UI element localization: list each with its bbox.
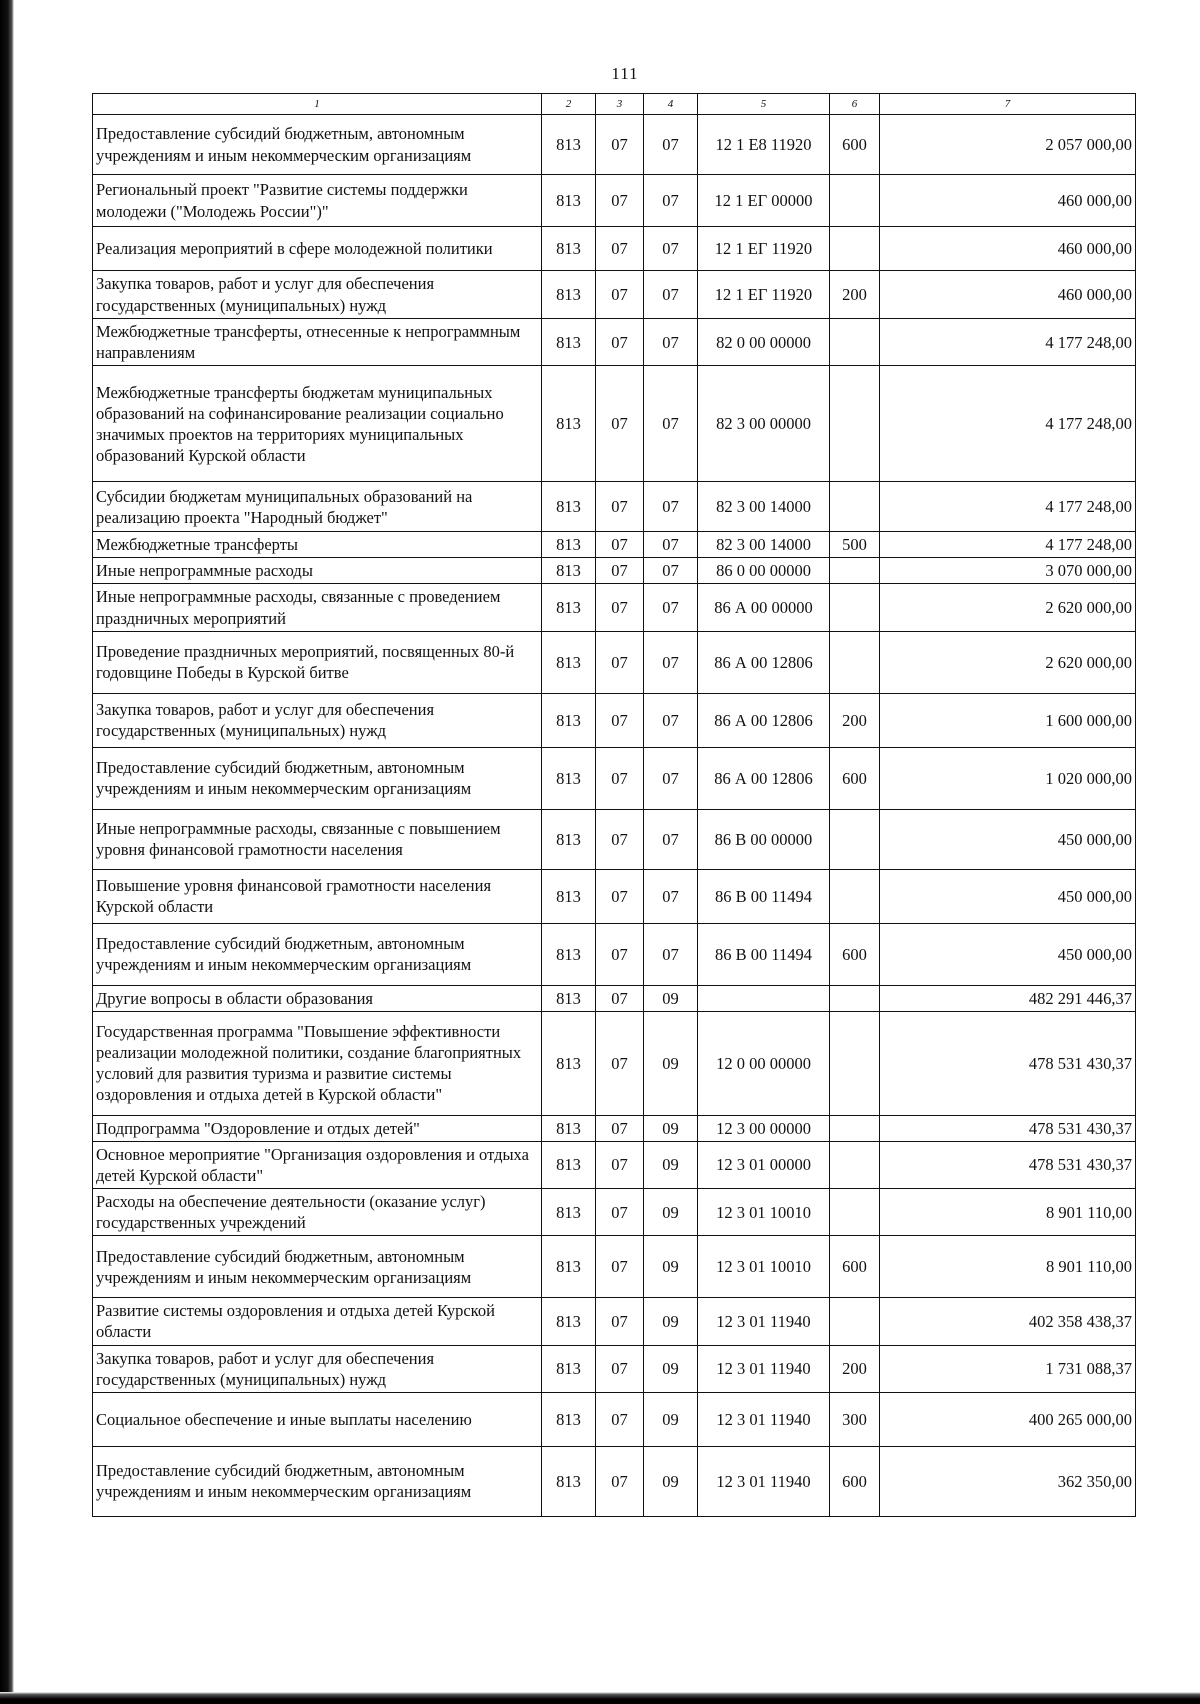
amount-cell: 1 731 088,37	[880, 1345, 1136, 1392]
section-code-cell: 07	[596, 1345, 644, 1392]
grbs-code-cell: 813	[542, 1115, 596, 1141]
grbs-code-cell: 813	[542, 558, 596, 584]
expense-type-cell	[830, 1298, 880, 1345]
expense-type-cell	[830, 631, 880, 693]
subsection-code-cell: 07	[644, 923, 698, 985]
amount-cell: 8 901 110,00	[880, 1236, 1136, 1298]
target-article-cell: 12 3 01 10010	[698, 1236, 830, 1298]
amount-cell: 460 000,00	[880, 175, 1136, 227]
section-code-cell: 07	[596, 271, 644, 319]
table-row	[93, 319, 1136, 366]
table-row	[93, 271, 1136, 319]
section-code-cell: 07	[596, 1446, 644, 1516]
target-article-cell: 12 3 01 00000	[698, 1141, 830, 1188]
subsection-code-cell: 07	[644, 271, 698, 319]
section-code-cell: 07	[596, 584, 644, 631]
subsection-code-cell: 07	[644, 869, 698, 923]
expense-type-cell: 600	[830, 747, 880, 809]
target-article-cell: 86 0 00 00000	[698, 558, 830, 584]
header-cell-3: 3	[596, 94, 644, 115]
header-cell-6: 6	[830, 94, 880, 115]
amount-cell: 362 350,00	[880, 1446, 1136, 1516]
table-row	[93, 1189, 1136, 1236]
expense-name-cell: Государственная программа "Повышение эффективности реализации молодежной политики, создание благоприятных условий для развития туризма и развитие системы оздоровления и отдыха детей в Курской области"	[93, 1011, 542, 1115]
expense-name-cell: Предоставление субсидий бюджетным, автономным учреждениям и иным некоммерческим организациям	[93, 115, 542, 175]
expense-name-cell: Закупка товаров, работ и услуг для обеспечения государственных (муниципальных) нужд	[93, 271, 542, 319]
amount-cell: 478 531 430,37	[880, 1115, 1136, 1141]
target-article-cell: 82 3 00 14000	[698, 482, 830, 532]
expense-type-cell	[830, 227, 880, 271]
expense-name-cell: Предоставление субсидий бюджетным, автономным учреждениям и иным некоммерческим организациям	[93, 747, 542, 809]
target-article-cell	[698, 985, 830, 1011]
table-row	[93, 693, 1136, 747]
section-code-cell: 07	[596, 482, 644, 532]
table-row	[93, 115, 1136, 175]
expense-type-cell	[830, 985, 880, 1011]
grbs-code-cell: 813	[542, 271, 596, 319]
subsection-code-cell: 09	[644, 1141, 698, 1188]
table-row	[93, 1115, 1136, 1141]
expense-type-cell: 200	[830, 1345, 880, 1392]
expense-name-cell: Предоставление субсидий бюджетным, автономным учреждениям и иным некоммерческим организациям	[93, 1446, 542, 1516]
subsection-code-cell: 07	[644, 558, 698, 584]
grbs-code-cell: 813	[542, 923, 596, 985]
subsection-code-cell: 09	[644, 985, 698, 1011]
expense-name-cell: Субсидии бюджетам муниципальных образований на реализацию проекта "Народный бюджет"	[93, 482, 542, 532]
section-code-cell: 07	[596, 1115, 644, 1141]
expense-type-cell: 500	[830, 532, 880, 558]
expense-name-cell: Межбюджетные трансферты	[93, 532, 542, 558]
table-row	[93, 1011, 1136, 1115]
subsection-code-cell: 09	[644, 1446, 698, 1516]
grbs-code-cell: 813	[542, 693, 596, 747]
expense-type-cell	[830, 1189, 880, 1236]
section-code-cell: 07	[596, 985, 644, 1011]
expense-type-cell: 200	[830, 693, 880, 747]
expense-type-cell	[830, 869, 880, 923]
subsection-code-cell: 09	[644, 1392, 698, 1446]
section-code-cell: 07	[596, 532, 644, 558]
table-row	[93, 869, 1136, 923]
scan-edge-bottom	[0, 1692, 1200, 1704]
budget-table	[92, 93, 1136, 1517]
expense-name-cell: Закупка товаров, работ и услуг для обеспечения государственных (муниципальных) нужд	[93, 693, 542, 747]
grbs-code-cell: 813	[542, 1392, 596, 1446]
grbs-code-cell: 813	[542, 869, 596, 923]
subsection-code-cell: 07	[644, 584, 698, 631]
grbs-code-cell: 813	[542, 584, 596, 631]
expense-type-cell	[830, 1115, 880, 1141]
table-row	[93, 985, 1136, 1011]
amount-cell: 4 177 248,00	[880, 532, 1136, 558]
amount-cell: 2 620 000,00	[880, 584, 1136, 631]
grbs-code-cell: 813	[542, 175, 596, 227]
section-code-cell: 07	[596, 319, 644, 366]
grbs-code-cell: 813	[542, 115, 596, 175]
expense-type-cell	[830, 366, 880, 482]
table-row	[93, 809, 1136, 869]
table-row	[93, 532, 1136, 558]
grbs-code-cell: 813	[542, 227, 596, 271]
expense-type-cell: 600	[830, 1446, 880, 1516]
section-code-cell: 07	[596, 227, 644, 271]
table-row	[93, 227, 1136, 271]
header-cell-1: 1	[93, 94, 542, 115]
expense-name-cell: Предоставление субсидий бюджетным, автономным учреждениям и иным некоммерческим организациям	[93, 923, 542, 985]
subsection-code-cell: 09	[644, 1115, 698, 1141]
subsection-code-cell: 07	[644, 631, 698, 693]
expense-type-cell	[830, 1011, 880, 1115]
amount-cell: 1 020 000,00	[880, 747, 1136, 809]
table-row	[93, 631, 1136, 693]
table-row	[93, 558, 1136, 584]
target-article-cell: 12 3 00 00000	[698, 1115, 830, 1141]
expense-type-cell	[830, 558, 880, 584]
header-cell-2: 2	[542, 94, 596, 115]
section-code-cell: 07	[596, 923, 644, 985]
grbs-code-cell: 813	[542, 631, 596, 693]
amount-cell: 1 600 000,00	[880, 693, 1136, 747]
grbs-code-cell: 813	[542, 1011, 596, 1115]
target-article-cell: 86 А 00 00000	[698, 584, 830, 631]
grbs-code-cell: 813	[542, 1141, 596, 1188]
expense-name-cell: Иные непрограммные расходы	[93, 558, 542, 584]
expense-name-cell: Социальное обеспечение и иные выплаты населению	[93, 1392, 542, 1446]
grbs-code-cell: 813	[542, 1446, 596, 1516]
subsection-code-cell: 07	[644, 175, 698, 227]
grbs-code-cell: 813	[542, 1189, 596, 1236]
target-article-cell: 12 0 00 00000	[698, 1011, 830, 1115]
scan-edge-left	[0, 0, 14, 1704]
target-article-cell: 82 3 00 00000	[698, 366, 830, 482]
expense-name-cell: Другие вопросы в области образования	[93, 985, 542, 1011]
expense-type-cell	[830, 584, 880, 631]
table-row	[93, 1141, 1136, 1188]
grbs-code-cell: 813	[542, 366, 596, 482]
target-article-cell: 82 3 00 14000	[698, 532, 830, 558]
expense-name-cell: Повышение уровня финансовой грамотности населения Курской области	[93, 869, 542, 923]
expense-type-cell	[830, 175, 880, 227]
amount-cell: 8 901 110,00	[880, 1189, 1136, 1236]
target-article-cell: 86 А 00 12806	[698, 693, 830, 747]
section-code-cell: 07	[596, 115, 644, 175]
amount-cell: 478 531 430,37	[880, 1141, 1136, 1188]
subsection-code-cell: 07	[644, 747, 698, 809]
target-article-cell: 86 В 00 11494	[698, 923, 830, 985]
expense-type-cell: 200	[830, 271, 880, 319]
table-row	[93, 1392, 1136, 1446]
table-header-row	[93, 94, 1136, 115]
expense-name-cell: Реализация мероприятий в сфере молодежной политики	[93, 227, 542, 271]
expense-name-cell: Основное мероприятие "Организация оздоровления и отдыха детей Курской области"	[93, 1141, 542, 1188]
expense-type-cell: 600	[830, 115, 880, 175]
section-code-cell: 07	[596, 1236, 644, 1298]
target-article-cell: 12 3 01 11940	[698, 1298, 830, 1345]
expense-name-cell: Региональный проект "Развитие системы поддержки молодежи ("Молодежь России")"	[93, 175, 542, 227]
subsection-code-cell: 09	[644, 1189, 698, 1236]
grbs-code-cell: 813	[542, 319, 596, 366]
subsection-code-cell: 07	[644, 319, 698, 366]
section-code-cell: 07	[596, 1392, 644, 1446]
section-code-cell: 07	[596, 747, 644, 809]
table-row	[93, 175, 1136, 227]
subsection-code-cell: 07	[644, 227, 698, 271]
section-code-cell: 07	[596, 1011, 644, 1115]
section-code-cell: 07	[596, 693, 644, 747]
grbs-code-cell: 813	[542, 1345, 596, 1392]
target-article-cell: 12 3 01 10010	[698, 1189, 830, 1236]
grbs-code-cell: 813	[542, 1298, 596, 1345]
target-article-cell: 82 0 00 00000	[698, 319, 830, 366]
section-code-cell: 07	[596, 869, 644, 923]
amount-cell: 4 177 248,00	[880, 319, 1136, 366]
table-row	[93, 584, 1136, 631]
amount-cell: 400 265 000,00	[880, 1392, 1136, 1446]
section-code-cell: 07	[596, 366, 644, 482]
table-row	[93, 1446, 1136, 1516]
amount-cell: 450 000,00	[880, 869, 1136, 923]
target-article-cell: 86 В 00 00000	[698, 809, 830, 869]
subsection-code-cell: 07	[644, 482, 698, 532]
subsection-code-cell: 07	[644, 366, 698, 482]
grbs-code-cell: 813	[542, 1236, 596, 1298]
budget-table-body	[93, 94, 1136, 1517]
expense-name-cell: Межбюджетные трансферты бюджетам муниципальных образований на софинансирование реализации социально значимых проектов на территориях муниципальных образований Курской области	[93, 366, 542, 482]
grbs-code-cell: 813	[542, 532, 596, 558]
section-code-cell: 07	[596, 809, 644, 869]
table-row	[93, 923, 1136, 985]
expense-name-cell: Расходы на обеспечение деятельности (оказание услуг) государственных учреждений	[93, 1189, 542, 1236]
grbs-code-cell: 813	[542, 809, 596, 869]
expense-type-cell	[830, 319, 880, 366]
expense-type-cell	[830, 1141, 880, 1188]
grbs-code-cell: 813	[542, 482, 596, 532]
amount-cell: 460 000,00	[880, 271, 1136, 319]
target-article-cell: 12 1 ЕГ 11920	[698, 227, 830, 271]
amount-cell: 2 620 000,00	[880, 631, 1136, 693]
target-article-cell: 12 3 01 11940	[698, 1392, 830, 1446]
subsection-code-cell: 07	[644, 693, 698, 747]
expense-type-cell	[830, 482, 880, 532]
expense-name-cell: Подпрограмма "Оздоровление и отдых детей"	[93, 1115, 542, 1141]
table-row	[93, 747, 1136, 809]
amount-cell: 460 000,00	[880, 227, 1136, 271]
grbs-code-cell: 813	[542, 985, 596, 1011]
amount-cell: 478 531 430,37	[880, 1011, 1136, 1115]
subsection-code-cell: 09	[644, 1011, 698, 1115]
table-row	[93, 366, 1136, 482]
section-code-cell: 07	[596, 175, 644, 227]
subsection-code-cell: 09	[644, 1236, 698, 1298]
header-cell-7: 7	[880, 94, 1136, 115]
amount-cell: 4 177 248,00	[880, 366, 1136, 482]
target-article-cell: 12 3 01 11940	[698, 1446, 830, 1516]
expense-type-cell: 600	[830, 1236, 880, 1298]
grbs-code-cell: 813	[542, 747, 596, 809]
table-row	[93, 1345, 1136, 1392]
target-article-cell: 12 1 ЕГ 11920	[698, 271, 830, 319]
subsection-code-cell: 07	[644, 115, 698, 175]
expense-name-cell: Иные непрограммные расходы, связанные с проведением праздничных мероприятий	[93, 584, 542, 631]
target-article-cell: 12 3 01 11940	[698, 1345, 830, 1392]
subsection-code-cell: 07	[644, 809, 698, 869]
amount-cell: 2 057 000,00	[880, 115, 1136, 175]
amount-cell: 450 000,00	[880, 809, 1136, 869]
amount-cell: 402 358 438,37	[880, 1298, 1136, 1345]
amount-cell: 450 000,00	[880, 923, 1136, 985]
header-cell-4: 4	[644, 94, 698, 115]
section-code-cell: 07	[596, 1189, 644, 1236]
target-article-cell: 86 А 00 12806	[698, 747, 830, 809]
section-code-cell: 07	[596, 631, 644, 693]
amount-cell: 3 070 000,00	[880, 558, 1136, 584]
table-row	[93, 1236, 1136, 1298]
expense-name-cell: Закупка товаров, работ и услуг для обеспечения государственных (муниципальных) нужд	[93, 1345, 542, 1392]
target-article-cell: 12 1 ЕГ 00000	[698, 175, 830, 227]
page-number: 111	[611, 64, 639, 83]
subsection-code-cell: 09	[644, 1298, 698, 1345]
table-row	[93, 482, 1136, 532]
subsection-code-cell: 09	[644, 1345, 698, 1392]
expense-type-cell	[830, 809, 880, 869]
target-article-cell: 86 А 00 12806	[698, 631, 830, 693]
expense-name-cell: Межбюджетные трансферты, отнесенные к непрограммным направлениям	[93, 319, 542, 366]
target-article-cell: 12 1 Е8 11920	[698, 115, 830, 175]
subsection-code-cell: 07	[644, 532, 698, 558]
expense-name-cell: Иные непрограммные расходы, связанные с повышением уровня финансовой грамотности населения	[93, 809, 542, 869]
expense-type-cell: 300	[830, 1392, 880, 1446]
expense-name-cell: Развитие системы оздоровления и отдыха детей Курской области	[93, 1298, 542, 1345]
section-code-cell: 07	[596, 1298, 644, 1345]
amount-cell: 4 177 248,00	[880, 482, 1136, 532]
expense-name-cell: Проведение праздничных мероприятий, посвященных 80-й годовщине Победы в Курской битве	[93, 631, 542, 693]
table-row	[93, 1298, 1136, 1345]
section-code-cell: 07	[596, 1141, 644, 1188]
header-cell-5: 5	[698, 94, 830, 115]
expense-type-cell: 600	[830, 923, 880, 985]
section-code-cell: 07	[596, 558, 644, 584]
target-article-cell: 86 В 00 11494	[698, 869, 830, 923]
expense-name-cell: Предоставление субсидий бюджетным, автономным учреждениям и иным некоммерческим организациям	[93, 1236, 542, 1298]
amount-cell: 482 291 446,37	[880, 985, 1136, 1011]
